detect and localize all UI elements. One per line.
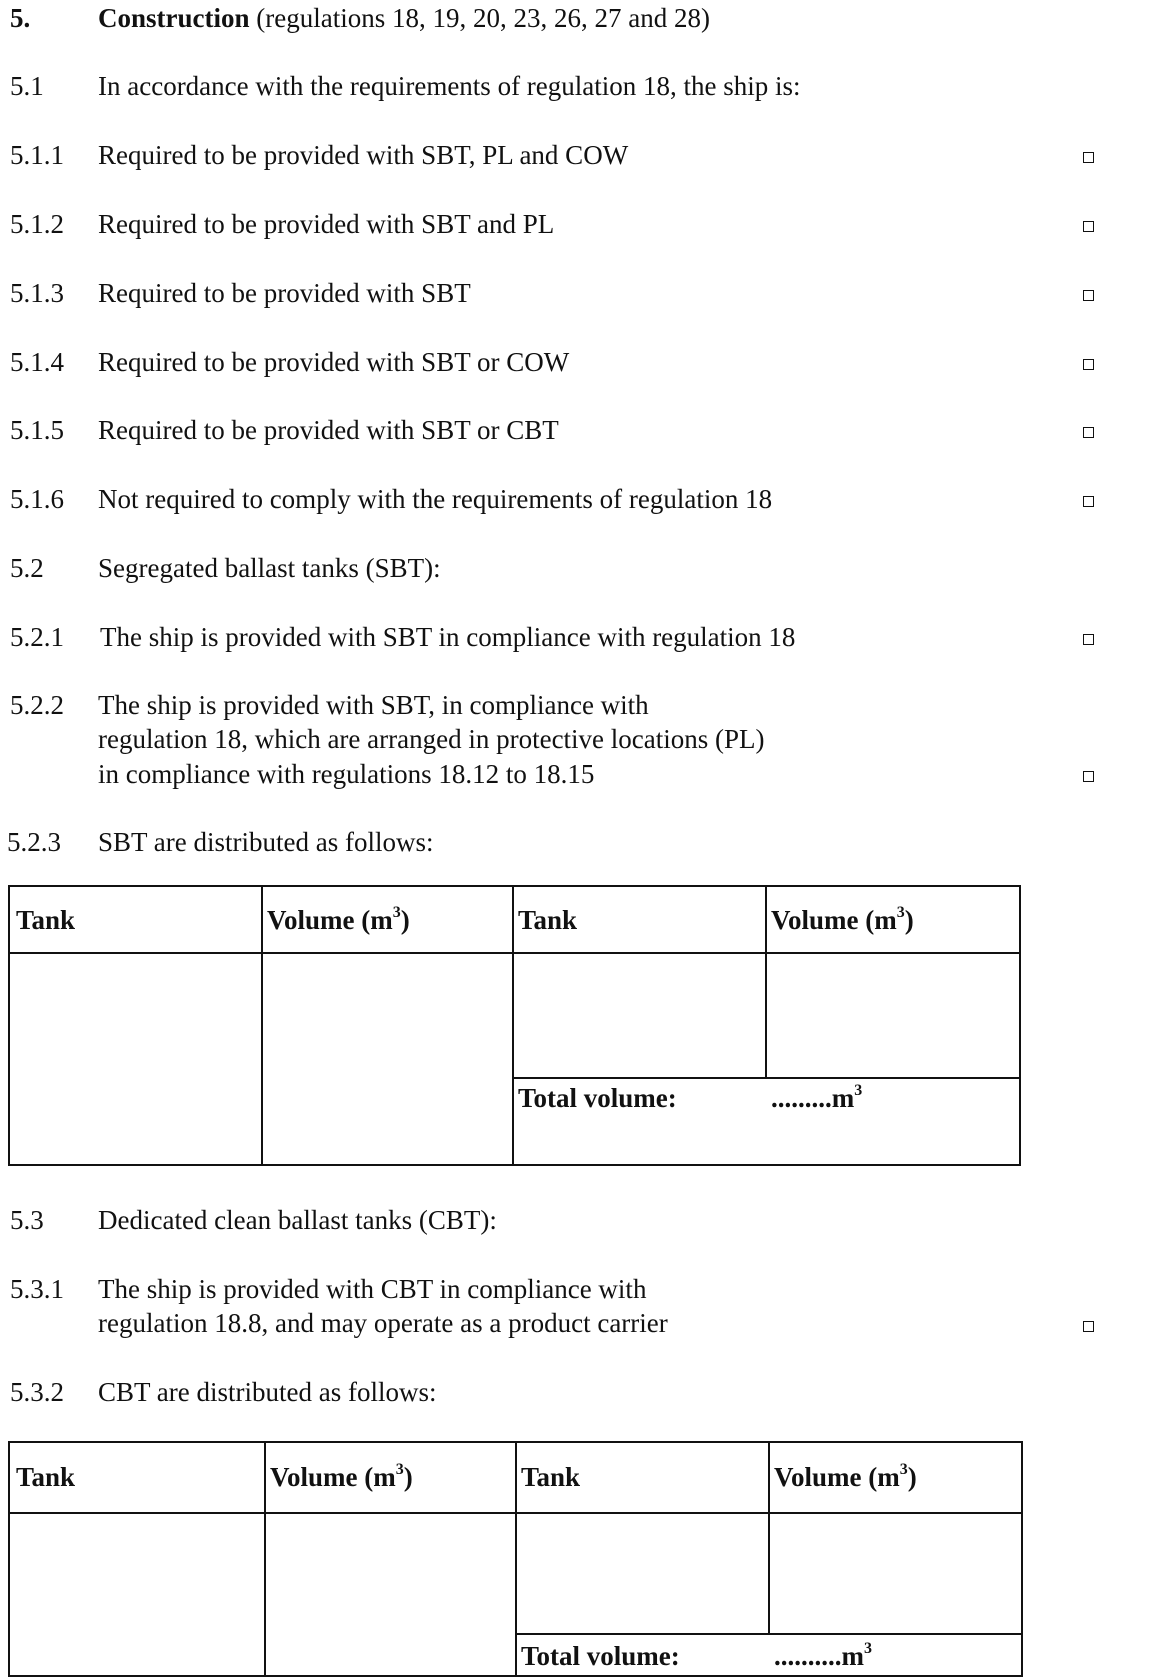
item-text: Not required to comply with the requirements of regulation 18 xyxy=(98,484,773,514)
table-divider xyxy=(768,1441,770,1635)
checkbox-5-1-2[interactable] xyxy=(1083,221,1094,232)
checkbox-5-1-1[interactable] xyxy=(1083,152,1094,163)
header-text: Volume (m xyxy=(774,1462,900,1492)
column-header-tank: Tank xyxy=(16,905,76,935)
header-close: ) xyxy=(403,1462,413,1492)
column-header-volume xyxy=(774,1461,917,1493)
table-divider xyxy=(515,1441,517,1677)
item-number: 5.1.5 xyxy=(10,415,64,445)
item-text: Required to be provided with SBT or COW xyxy=(98,347,570,377)
item-number: 5.1.1 xyxy=(10,140,64,170)
column-header-volume xyxy=(267,904,410,936)
item-number: 5.2.2 xyxy=(10,690,64,720)
item-text-line-2: regulation 18, which are arranged in protective locations (PL) xyxy=(98,724,765,754)
header-close: ) xyxy=(907,1462,917,1492)
header-sup: 3 xyxy=(896,904,905,921)
item-number: 5.3.1 xyxy=(10,1274,64,1304)
checkbox-5-2-2[interactable] xyxy=(1083,771,1094,782)
header-sup: 3 xyxy=(395,1461,404,1478)
checkbox-5-3-1[interactable] xyxy=(1083,1321,1094,1332)
table-divider xyxy=(512,885,514,1166)
column-header-volume xyxy=(771,904,914,936)
item-number: 5.3.2 xyxy=(10,1377,64,1407)
column-header-volume xyxy=(270,1461,413,1493)
total-value-text: ..........m xyxy=(774,1641,864,1671)
table-divider xyxy=(512,1077,1021,1079)
column-header-tank: Tank xyxy=(518,905,578,935)
item-text: CBT are distributed as follows: xyxy=(98,1377,437,1407)
table-divider xyxy=(8,952,1021,954)
header-text: Volume (m xyxy=(771,905,897,935)
header-sup: 3 xyxy=(899,1461,908,1478)
item-number: 5.1.3 xyxy=(10,278,64,308)
total-value-text: .........m xyxy=(771,1083,855,1113)
section-title-rest: (regulations 18, 19, 20, 23, 26, 27 and 28) xyxy=(249,3,710,33)
header-sup: 3 xyxy=(392,904,401,921)
table-divider xyxy=(515,1633,1023,1635)
item-text: The ship is provided with SBT in compliance with regulation 18 xyxy=(100,622,796,652)
total-volume-label: Total volume: xyxy=(518,1083,677,1113)
checkbox-5-1-6[interactable] xyxy=(1083,496,1094,507)
item-number: 5.1.6 xyxy=(10,484,64,514)
item-number: 5.2.1 xyxy=(10,622,64,652)
item-text: Required to be provided with SBT, PL and COW xyxy=(98,140,629,170)
checkbox-5-2-1[interactable] xyxy=(1083,634,1094,645)
checkbox-5-1-3[interactable] xyxy=(1083,290,1094,301)
header-text: Volume (m xyxy=(270,1462,396,1492)
section-title xyxy=(98,2,710,34)
header-close: ) xyxy=(400,905,410,935)
checkbox-5-1-5[interactable] xyxy=(1083,427,1094,438)
column-header-tank: Tank xyxy=(521,1462,581,1492)
table-divider xyxy=(765,885,767,1079)
table-divider xyxy=(264,1441,266,1677)
header-text: Volume (m xyxy=(267,905,393,935)
item-text-line-1: The ship is provided with SBT, in compliance with xyxy=(98,690,649,720)
item-number: 5.3 xyxy=(10,1205,44,1235)
item-text: Required to be provided with SBT and PL xyxy=(98,209,555,239)
total-value-sup: 3 xyxy=(854,1082,863,1099)
total-volume-label: Total volume: xyxy=(521,1641,680,1671)
table-divider xyxy=(261,885,263,1166)
header-close: ) xyxy=(904,905,914,935)
item-text: In accordance with the requirements of regulation 18, the ship is: xyxy=(98,71,801,101)
item-text: Dedicated clean ballast tanks (CBT): xyxy=(98,1205,497,1235)
item-text: Required to be provided with SBT xyxy=(98,278,471,308)
section-number: 5. xyxy=(10,3,31,33)
item-text: SBT are distributed as follows: xyxy=(98,827,434,857)
total-value-sup: 3 xyxy=(864,1640,872,1657)
section-title-bold: Construction xyxy=(98,3,250,33)
total-volume-value xyxy=(771,1082,862,1114)
item-number: 5.1.2 xyxy=(10,209,64,239)
item-text: Segregated ballast tanks (SBT): xyxy=(98,553,441,583)
column-header-tank: Tank xyxy=(16,1462,76,1492)
item-text-line-1: The ship is provided with CBT in compliance with xyxy=(98,1274,647,1304)
item-text-line-3: in compliance with regulations 18.12 to 18.15 xyxy=(98,759,595,789)
item-text-line-2: regulation 18.8, and may operate as a product carrier xyxy=(98,1308,668,1338)
total-volume-value xyxy=(774,1640,872,1672)
checkbox-5-1-4[interactable] xyxy=(1083,359,1094,370)
item-text: Required to be provided with SBT or CBT xyxy=(98,415,559,445)
item-number: 5.2 xyxy=(10,553,44,583)
item-number: 5.2.3 xyxy=(7,827,61,857)
item-number: 5.1.4 xyxy=(10,347,64,377)
item-number: 5.1 xyxy=(10,71,44,101)
